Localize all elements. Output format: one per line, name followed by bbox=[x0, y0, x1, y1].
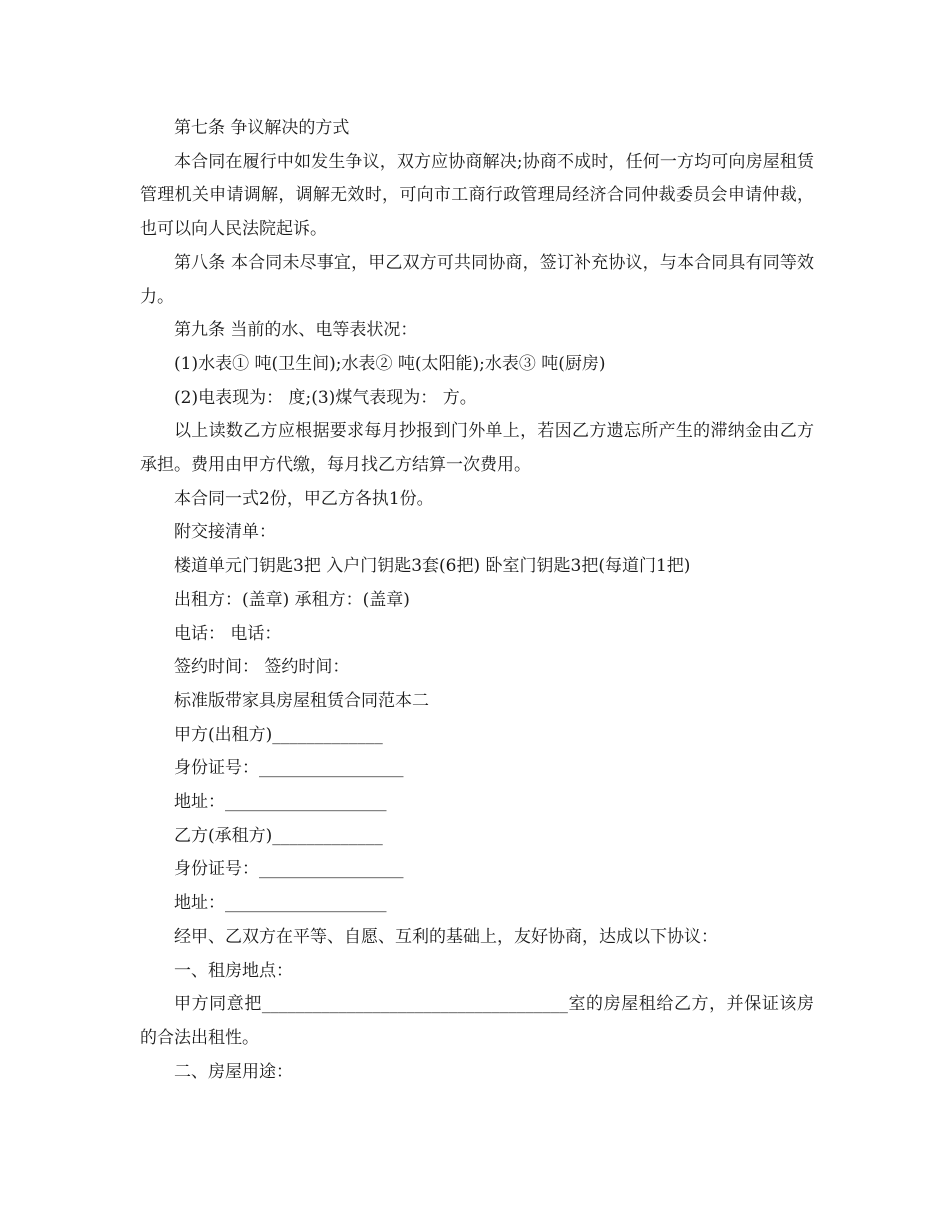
party-a-field: 甲方(出租方)_____________ bbox=[174, 724, 383, 745]
section-2-heading: 二、房屋用途： bbox=[174, 1061, 293, 1082]
article-9-heading: 第九条 当前的水、电等表状况： bbox=[174, 320, 418, 341]
section-1-heading: 一、租房地点： bbox=[174, 960, 293, 981]
handover-list-heading: 附交接清单： bbox=[174, 522, 276, 543]
article-8-text: 第八条 本合同未尽事宜，甲乙双方可共同协商，签订补充协议，与本合同具有同等效力。 bbox=[140, 252, 814, 307]
article-7-heading: 第七条 争议解决的方式 bbox=[174, 118, 350, 138]
agreement-intro: 经甲、乙双方在平等、自愿、互利的基础上，友好协商，达成以下协议： bbox=[174, 926, 718, 947]
keys-line: 楼道单元门钥匙3把 入户门钥匙3套(6把) 卧室门钥匙3把(每道门1把) bbox=[174, 556, 691, 577]
template-two-title: 标准版带家具房屋租赁合同范本二 bbox=[174, 690, 429, 711]
seal-line: 出租方：(盖章) 承租方：(盖章) bbox=[174, 589, 410, 610]
party-a-id-field: 身份证号：_________________ bbox=[174, 758, 404, 779]
party-b-field: 乙方(承租方)_____________ bbox=[174, 825, 383, 846]
meter-reading-note: 以上读数乙方应根据要求每月抄报到门外单上，若因乙方遗忘所产生的滞纳金由乙方承担。费用由甲方代缴，每月找乙方结算一次费用。 bbox=[140, 421, 814, 476]
water-meter-line: (1)水表① 吨(卫生间);水表② 吨(太阳能);水表③ 吨(厨房) bbox=[174, 353, 606, 374]
copies-line: 本合同一式2份，甲乙方各执1份。 bbox=[174, 488, 434, 509]
signing-time-line: 签约时间： 签约时间： bbox=[174, 657, 350, 678]
party-a-address-field: 地址：___________________ bbox=[174, 792, 387, 813]
section-1-text: 甲方同意把____________________________________室的房屋租给乙方，并保证该房的合法出租性。 bbox=[140, 994, 814, 1048]
electric-gas-meter-line: (2)电表现为： 度;(3)煤气表现为： 方。 bbox=[174, 387, 477, 408]
party-b-id-field: 身份证号：_________________ bbox=[174, 859, 404, 880]
phone-line: 电话： 电话： bbox=[174, 623, 282, 644]
party-b-address-field: 地址：___________________ bbox=[174, 893, 387, 914]
article-7-text: 本合同在履行中如发生争议，双方应协商解决;协商不成时，任何一方均可向房屋租赁管理机关申请调解，调解无效时，可向市工商行政管理局经济合同仲裁委员会申请仲裁，也可以向人民法院起诉。 bbox=[140, 151, 814, 240]
document-body bbox=[140, 112, 814, 1089]
